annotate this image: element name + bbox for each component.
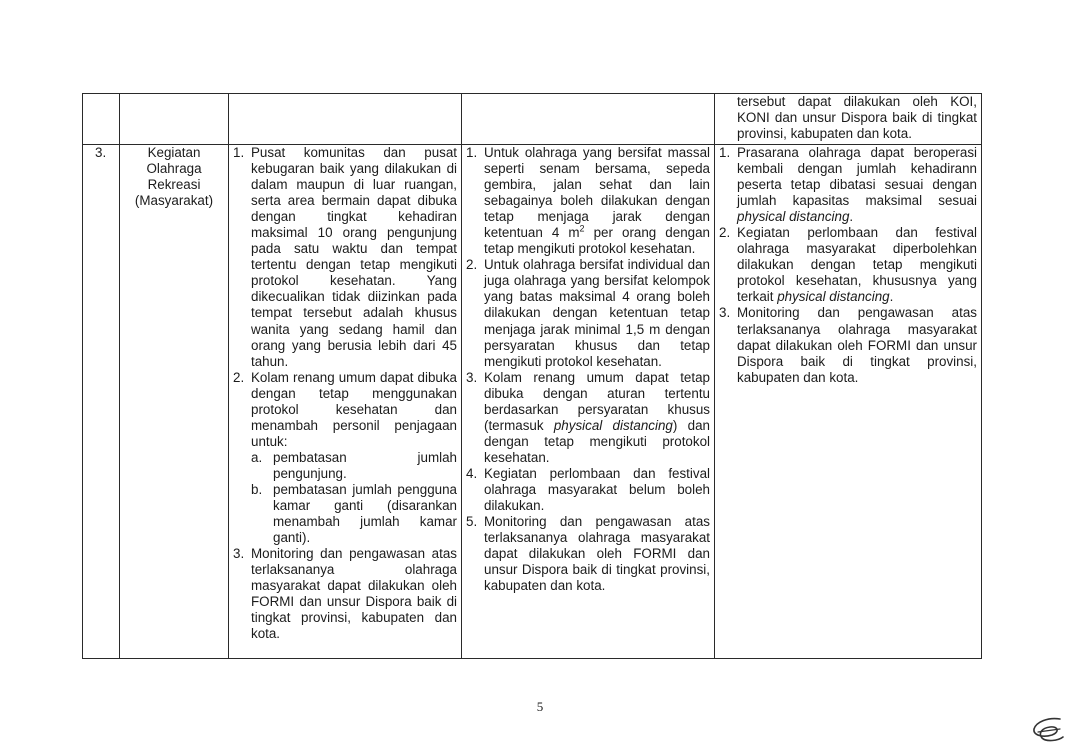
activity-line: (Masyarakat) — [134, 193, 214, 209]
cell-continuation-text — [715, 94, 982, 145]
activity-line: Olahraga — [146, 161, 202, 177]
cell-empty — [120, 94, 229, 145]
activity-line: Rekreasi — [147, 177, 201, 193]
italic-term: physical distancing — [737, 209, 850, 225]
initial-signature-mark — [1030, 716, 1066, 744]
cell-empty — [462, 94, 715, 145]
page-number: 5 — [536, 699, 544, 714]
italic-term: physical distancing — [553, 417, 673, 433]
list-item: 1. Prasarana olahraga dapat beroperasi kembali dengan jumlah kehadirann peserta tetap dibatasi sesuai dengan jumlah kapasitas maksimal sesuai physical distancing. — [719, 145, 977, 225]
list-item: 2. Kolam renang umum dapat dibuka dengan tetap menggunakan protokol kesehatan dan menambah personil penjagaan untuk: a. pembatasan jumlah pengunjung. b. pembatasan jumlah pengguna kamar ganti (disarankan menambah jumlah kamar ganti). — [233, 369, 457, 546]
sub-list-item: a. pembatasan jumlah pengunjung. — [251, 449, 457, 481]
cell-empty — [83, 94, 120, 145]
column-3-list — [462, 145, 715, 659]
list-item: 4. Kegiatan perlombaan dan festival olahraga masyarakat belum boleh dilakukan. — [466, 465, 710, 514]
column-4-list — [715, 145, 982, 659]
list-item: 2. Kegiatan perlombaan dan festival olahraga masyarakat diperbolehkan dilakukan dengan tetap mengikuti protokol kesehatan, khususnya yang terkait physical distancing. — [719, 225, 977, 305]
list-item: 3. Monitoring dan pengawasan atas terlaksananya olahraga masyarakat dapat dilakukan oleh FORMI dan unsur Dispora baik di tingkat provinsi, kabupaten dan kota. — [719, 305, 977, 385]
activity-line: Kegiatan — [147, 145, 201, 160]
regulation-table — [82, 93, 982, 659]
list-item: 3. Kolam renang umum dapat tetap dibuka dengan aturan tertentu berdasarkan persyaratan khusus (termasuk physical distancing) dan dengan tetap mengikuti protokol kesehatan. — [466, 369, 710, 465]
italic-term: physical distancing — [777, 289, 890, 305]
superscript: 2 — [579, 223, 585, 234]
list-item: 2. Untuk olahraga bersifat individual dan juga olahraga yang bersifat kelompok yang batas maksimal 4 orang boleh dilakukan dengan ketentuan tetap menjaga jarak minimal 1,5 m dengan persyaratan khusus dan tetap mengikuti protokol kesehatan. — [466, 257, 710, 369]
column-2-list — [229, 145, 462, 659]
list-item: 3. Monitoring dan pengawasan atas terlaksananya olahraga masyarakat dapat dilakukan oleh FORMI dan unsur Dispora baik di tingkat provinsi, kabupaten dan kota. — [233, 546, 457, 642]
list-item: 5. Monitoring dan pengawasan atas terlaksananya olahraga masyarakat dapat dilakukan oleh FORMI dan unsur Dispora baik di tingkat provinsi, kabupaten dan kota. — [466, 514, 710, 594]
sub-list-item: b. pembatasan jumlah pengguna kamar ganti (disarankan menambah jumlah kamar ganti). — [251, 481, 457, 546]
list-item: 1. Pusat komunitas dan pusat kebugaran baik yang dilakukan di dalam maupun di luar ruangan, serta area bermain dapat dibuka dengan tingkat kehadiran maksimal 10 orang pengunjung pada satu waktu dan tempat tertentu dengan tetap mengikuti protokol kesehatan. Yang dikecualikan tidak diizinkan pada tempat tersebut adalah khusus wanita yang sedang hamil dan orang yang berusia lebih dari 45 tahun. — [233, 145, 457, 369]
table-row — [83, 145, 982, 659]
cell-empty — [229, 94, 462, 145]
continuation-text: tersebut dapat dilakukan oleh KOI, KONI dan unsur Dispora baik di tingkat provinsi, kabupaten dan kota. — [737, 94, 977, 142]
list-item: 1. Untuk olahraga yang bersifat massal seperti senam bersama, sepeda gembira, jalan sehat dan lain sebagainya boleh dilakukan dengan tetap menjaga jarak dengan ketentuan 4 $m^2$ per orang dengan tetap mengikuti protokol kesehatan. — [466, 145, 710, 257]
activity-name — [120, 145, 229, 659]
table-row-continuation — [83, 94, 982, 145]
row-number: 3. — [83, 145, 120, 659]
